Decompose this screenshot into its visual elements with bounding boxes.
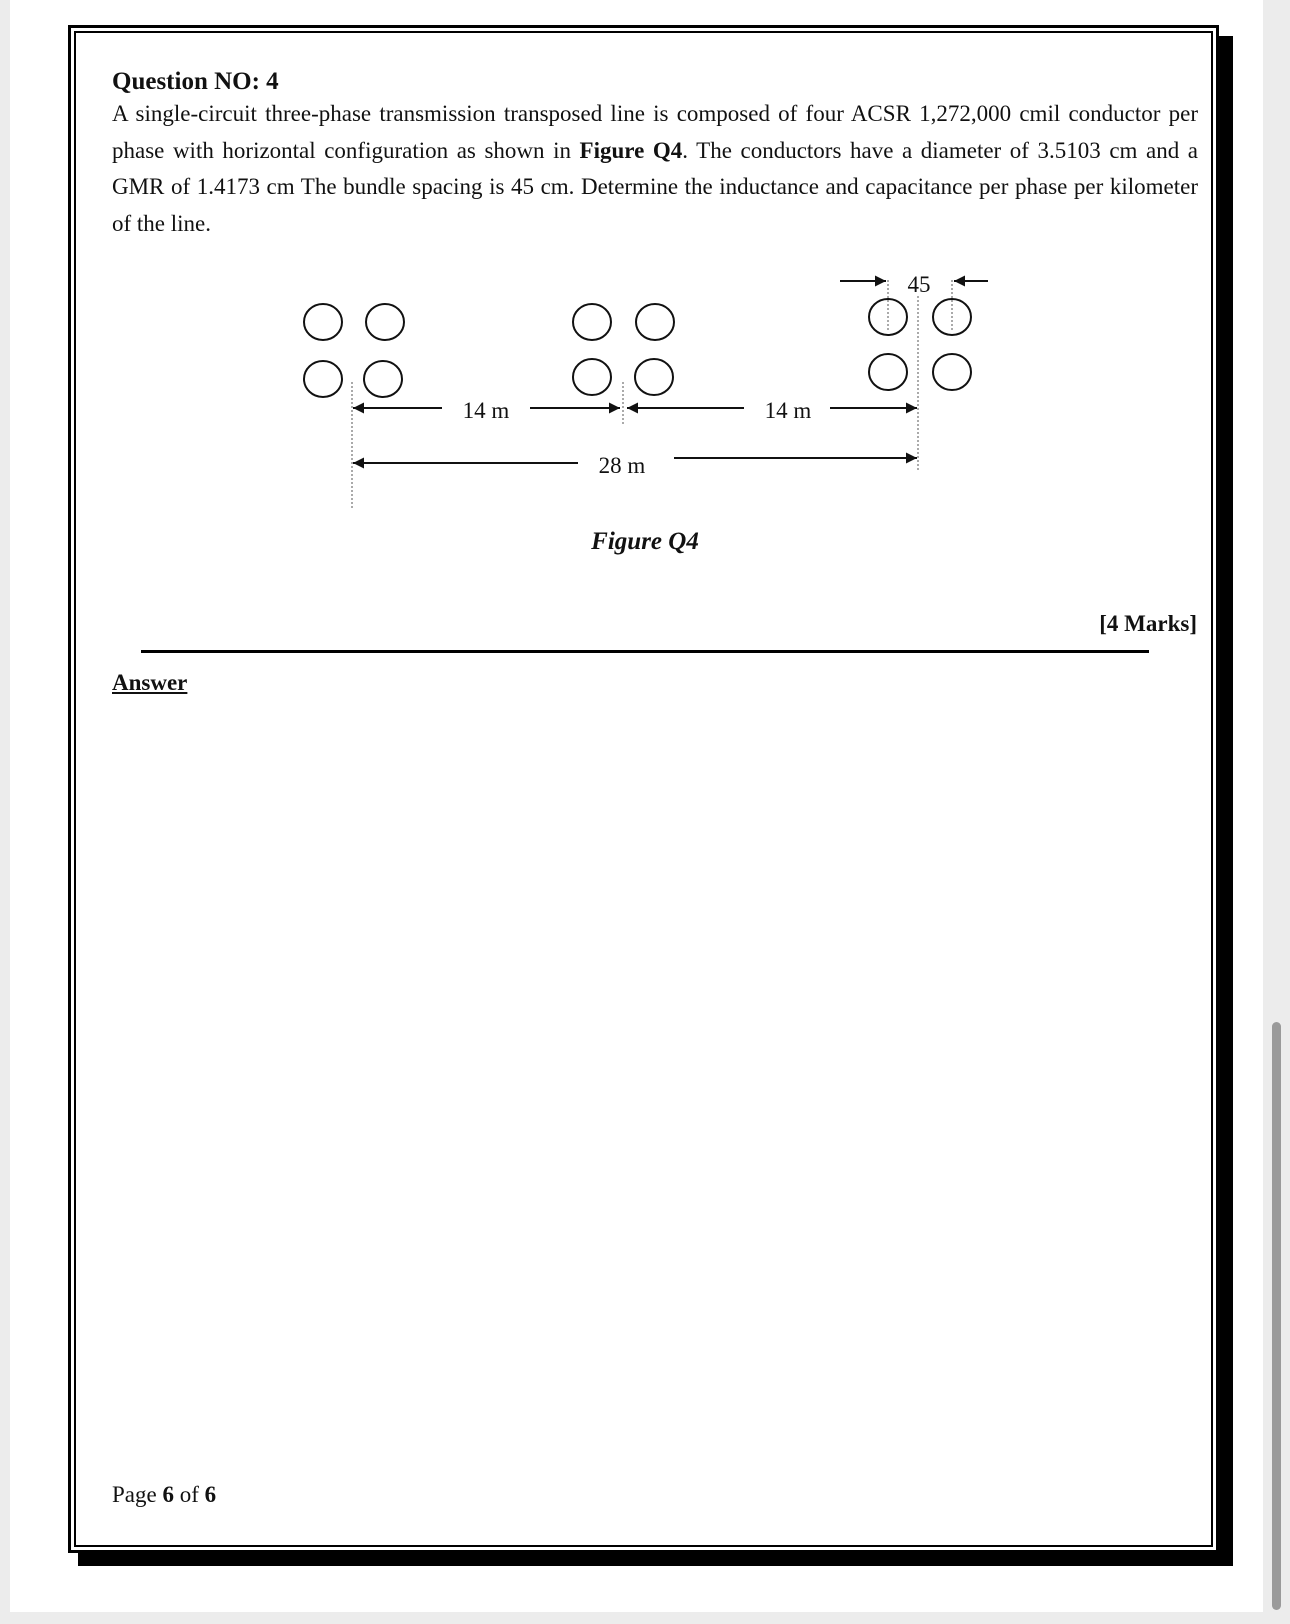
vertical-scrollbar[interactable] [1272, 1022, 1281, 1610]
figure-reference: Figure Q4 [579, 137, 683, 163]
figure-caption: Figure Q4 [591, 528, 699, 555]
conductor-c3 [869, 354, 907, 390]
page-prefix: Page [112, 1482, 163, 1507]
question-text-2: . The conductors have a diameter of 3.5103 cm and a GMR of 1.4173 cm The bundle spacing is 45 cm. Determine the inductance and capacitance per phase per kilometer of the line. [112, 137, 1199, 236]
question-text-1: A single-circuit three-phase transmission transposed line is composed of four ACSR 1,272,000 cmil conductor per phase with horizontal configuration as shown in [112, 101, 1198, 163]
label-45: 45 [907, 272, 931, 297]
conductor-b2 [636, 304, 674, 340]
figure-q4-diagram [0, 0, 1290, 560]
marks-label: [4 Marks] [1099, 611, 1197, 636]
section-divider [141, 650, 1149, 653]
conductor-b4 [635, 359, 673, 395]
page-number [112, 1482, 216, 1508]
page-mid: of [173, 1482, 205, 1507]
page-current: 6 [162, 1482, 174, 1507]
conductor-b1 [573, 304, 611, 340]
conductor-a3 [304, 361, 342, 397]
conductor-a2 [366, 304, 404, 340]
label-14m-right: 14 m [764, 398, 812, 423]
conductor-c4 [933, 354, 971, 390]
question-title: Question NO: 4 [112, 68, 279, 95]
conductor-a1 [304, 304, 342, 340]
page-total: 6 [204, 1482, 217, 1507]
answer-heading: Answer [112, 670, 188, 695]
label-28m: 28 m [598, 453, 646, 478]
label-14m-left: 14 m [462, 398, 510, 423]
conductor-a4 [364, 361, 402, 397]
conductor-b3 [573, 359, 611, 395]
